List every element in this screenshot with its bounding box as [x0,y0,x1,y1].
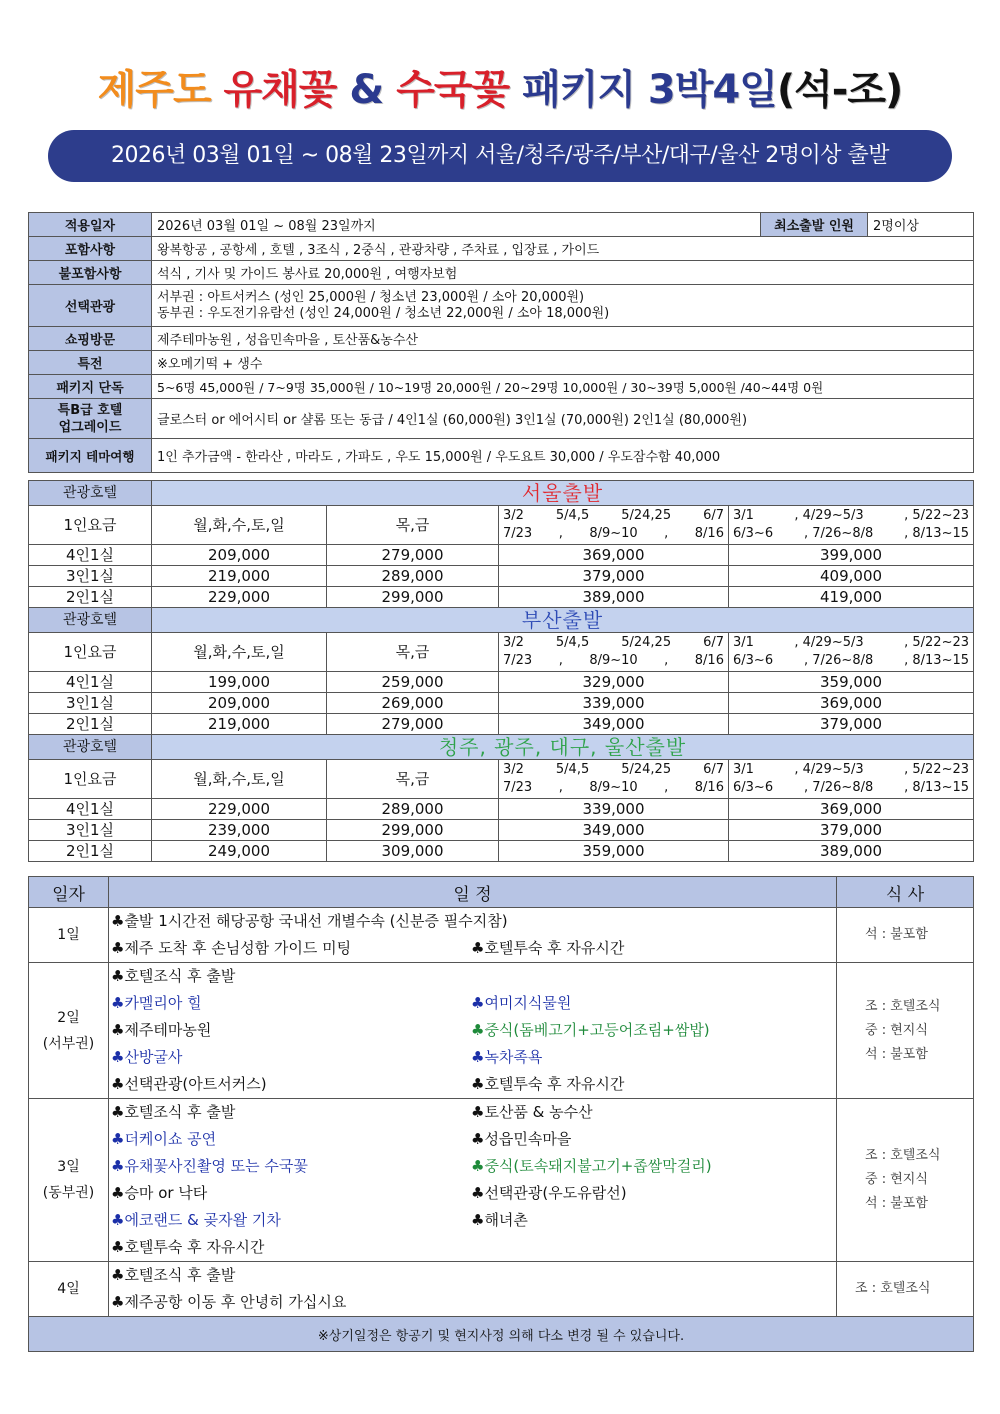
price-cell: 369,000 [499,545,729,566]
meal-line: 중 : 현지식 [865,1022,928,1038]
theme-label: 패키지 테마여행 [29,439,152,473]
per-person-label: 1인요금 [29,760,152,799]
date-banner: 2026년 03월 01일 ~ 08월 23일까지 서울/청주/광주/부산/대구/울산 2명이상 출발 [48,130,952,182]
apply-value: 2026년 03월 01일 ~ 08월 23일까지 [152,213,761,237]
price-cell: 359,000 [499,841,729,862]
peak2-date: , 7/26~8/8 [803,526,874,541]
price-cell: 199,000 [152,672,327,693]
price-row [29,693,974,714]
title-part-canola: 유채꽃 [223,67,350,113]
room-type: 2인1실 [29,841,152,862]
schedule-item: ♣호텔투숙 후 자유시간 [471,939,625,957]
include-label: 포함사항 [29,237,152,261]
price-cell: 389,000 [499,587,729,608]
schedule-header-row [29,877,974,908]
info-row-theme [29,439,974,473]
schedule-item: ♣제주 도착 후 손님성함 가이드 미팅 [111,939,352,957]
peak1-sep: , [664,653,669,668]
peak1-sep: , [558,653,563,668]
hotel-label: 관광호텔 [29,481,152,506]
peak1-date: 5/4,5 [555,635,590,650]
day-region: (동부권) [42,1185,95,1201]
title-part-hydrangea: 수국꽃 [396,67,523,113]
peak1-date: 8/9~10 [589,780,638,795]
weekday-label: 월,화,수,토,일 [152,760,327,799]
weekday-label: 월,화,수,토,일 [152,633,327,672]
upgrade-label [29,399,152,439]
meal-line: 석 : 불포함 [865,927,928,942]
price-cell: 379,000 [729,714,974,735]
weekday-label: 월,화,수,토,일 [152,506,327,545]
peak1-date: 3/2 [503,508,524,523]
room-type: 3인1실 [29,820,152,841]
city-busan: 부산출발 [152,608,974,633]
schedule-item: ♣호텔조식 후 출발 [111,1266,236,1284]
others-col-header-row [29,760,974,799]
peak1-date: 6/7 [703,508,724,523]
title-part-amp: & [349,67,397,113]
price-cell: 389,000 [729,841,974,862]
peak1-sep: , [664,780,669,795]
meal-line: 조 : 호텔조식 [855,1281,931,1296]
price-cell: 409,000 [729,566,974,587]
option-label: 선택관광 [29,285,152,327]
schedule-item: ♣선택관광(아트서커스) [111,1075,267,1093]
price-cell: 349,000 [499,820,729,841]
meal-info [837,963,974,1099]
schedule-item: ♣카멜리아 힐 [111,994,202,1012]
meal-info [837,908,974,963]
price-cell: 289,000 [327,566,499,587]
schedule-item: ♣중식(토속돼지불고기+좁쌀막걸리) [471,1157,712,1175]
price-cell: 209,000 [152,545,327,566]
peak1-date: 5/4,5 [555,762,590,777]
peak1-date: 3/2 [503,762,524,777]
upgrade-label-line2: 업그레이드 [58,419,122,435]
include-value: 왕복항공 , 공항세 , 호텔 , 3조식 , 2중식 , 관광차량 , 주차료 , 입장료 , 가이드 [152,237,974,261]
busan-header-row [29,608,974,633]
peak2-date: , 4/29~5/3 [794,762,864,777]
price-cell: 249,000 [152,841,327,862]
city-others: 청주, 광주, 대구, 울산출발 [152,735,974,760]
peak1-date: 5/4,5 [555,508,590,523]
peak2-date: 3/1 [733,762,754,777]
option-west: 서부권 : 아트서커스 (성인 25,000원 / 청소년 23,000원 / 소아 20,000원) [157,289,585,305]
peak1-sep: , [558,780,563,795]
schedule-item: ♣여미지식물원 [471,994,572,1012]
schedule-item: ♣더케이쇼 공연 [111,1130,217,1148]
peak2-date: , 5/22~23 [904,508,970,523]
meal-line: 석 : 불포함 [865,1046,928,1062]
info-row-option [29,285,974,327]
price-cell: 219,000 [152,566,327,587]
schedule-day-row [29,1262,974,1317]
schedule-item: ♣녹차족욕 [471,1048,543,1066]
price-row [29,841,974,862]
title-part-jeju: 제주도 [97,67,224,113]
day-region: (서부권) [42,1035,95,1052]
price-cell: 359,000 [729,672,974,693]
schedule-item: ♣유채꽃사진촬영 또는 수국꽃 [111,1157,308,1175]
peak2-date: , 8/13~15 [904,780,970,795]
peak2-date: , 4/29~5/3 [794,635,864,650]
upgrade-value: 글로스터 or 에어시티 or 샬롬 또는 동급 / 4인1실 (60,000원) 3인1실 (70,000원) 2인1실 (80,000원) [152,399,974,439]
schedule-item: ♣출발 1시간전 해당공항 국내선 개별수속 (신분증 필수지참) [111,912,508,930]
price-row [29,820,974,841]
schedule-item: ♣호텔조식 후 출발 [111,1103,236,1121]
schedule-item: ♣해녀촌 [471,1211,528,1229]
per-person-label: 1인요금 [29,506,152,545]
price-cell: 229,000 [152,799,327,820]
schedule-meal-header: 식 사 [837,877,974,908]
weekend-label: 목,금 [327,506,499,545]
peak2-date: , 7/26~8/8 [803,653,874,668]
schedule-day-row [29,908,974,963]
peak-period-2 [729,506,974,545]
peak1-date: 3/2 [503,635,524,650]
seoul-header-row [29,481,974,506]
peak2-date: 6/3~6 [733,526,774,541]
exclude-label: 불포함사항 [29,261,152,285]
schedule-day-row [29,1099,974,1262]
shop-value: 제주테마농원 , 성읍민속마을 , 토산품&농수산 [152,327,974,351]
schedule-notice: ※상기일정은 항공기 및 현지사정 의해 다소 변경 될 수 있습니다. [29,1317,974,1352]
price-cell: 259,000 [327,672,499,693]
min-people-label: 최소출발 인원 [761,213,868,237]
peak2-date: , 7/26~8/8 [803,780,874,795]
peak1-sep: , [664,526,669,541]
meal-line: 중 : 현지식 [865,1172,928,1187]
price-cell: 239,000 [152,820,327,841]
price-cell: 379,000 [729,820,974,841]
schedule-item: ♣호텔투숙 후 자유시간 [111,1238,265,1256]
meal-line: 석 : 불포함 [865,1196,928,1211]
schedule-item [469,963,836,990]
schedule-item: ♣제주테마농원 [111,1021,212,1039]
special-label: 특전 [29,351,152,375]
peak1-date: 5/24,25 [621,635,672,650]
price-row [29,799,974,820]
peak1-date: 8/16 [694,653,724,668]
group-value: 5~6명 45,000원 / 7~9명 35,000원 / 10~19명 20,000원 / 20~29명 10,000원 / 30~39명 5,000원 /40~44명 0원 [152,375,974,399]
price-cell: 379,000 [499,566,729,587]
peak-period-1 [499,506,729,545]
special-value: ※오메기떡 + 생수 [152,351,974,375]
schedule-item [469,1234,836,1261]
meal-info [837,1099,974,1262]
price-row [29,672,974,693]
price-cell: 219,000 [152,714,327,735]
info-row-upgrade [29,399,974,439]
day-number: 2일 [57,1009,80,1026]
peak2-date: , 8/13~15 [904,653,970,668]
schedule-item: ♣에코랜드 & 곶자왈 기차 [111,1211,281,1229]
info-row-include [29,237,974,261]
schedule-footer-row [29,1317,974,1352]
upgrade-label-line1: 특B급 호텔 [57,402,123,418]
peak2-date: , 5/22~23 [904,635,970,650]
peak1-date: 6/7 [703,762,724,777]
per-person-label: 1인요금 [29,633,152,672]
schedule-item: ♣호텔투숙 후 자유시간 [471,1075,625,1093]
min-people-value: 2명이상 [868,213,974,237]
info-table [28,212,974,473]
price-cell: 419,000 [729,587,974,608]
title-part-meals: (석-조) [776,67,903,113]
price-cell: 349,000 [499,714,729,735]
peak1-date: 8/9~10 [589,526,638,541]
room-type: 4인1실 [29,672,152,693]
option-value [152,285,974,327]
peak1-date: 6/7 [703,635,724,650]
price-cell: 369,000 [729,799,974,820]
price-cell: 269,000 [327,693,499,714]
peak-period-2 [729,760,974,799]
peak1-date: 7/23 [503,780,533,795]
info-row-apply [29,213,974,237]
price-cell: 229,000 [152,587,327,608]
price-cell: 339,000 [499,799,729,820]
apply-label: 적용일자 [29,213,152,237]
room-type: 4인1실 [29,545,152,566]
price-row [29,587,974,608]
peak2-date: , 5/22~23 [904,762,970,777]
page-title [0,58,1000,115]
price-table [28,480,974,862]
city-seoul: 서울출발 [152,481,974,506]
title-part-package: 패키지 3박4일 [522,67,777,113]
peak-period-2 [729,633,974,672]
peak1-date: 5/24,25 [621,508,672,523]
weekend-label: 목,금 [327,760,499,799]
peak2-date: 6/3~6 [733,780,774,795]
seoul-col-header-row [29,506,974,545]
peak-period-1 [499,633,729,672]
hotel-label: 관광호텔 [29,735,152,760]
peak1-date: 8/16 [694,526,724,541]
group-label: 패키지 단독 [29,375,152,399]
shop-label: 쇼핑방문 [29,327,152,351]
schedule-day-header: 일자 [29,877,109,908]
hotel-label: 관광호텔 [29,608,152,633]
schedule-item: ♣성읍민속마을 [471,1130,572,1148]
day-label [29,1099,109,1262]
day-items [109,1262,837,1317]
option-east: 동부권 : 우도전기유람선 (성인 24,000원 / 청소년 22,000원 / 소아 18,000원) [157,305,610,321]
day-items [109,1099,837,1262]
peak1-date: 7/23 [503,526,533,541]
info-row-exclude [29,261,974,285]
schedule-item: ♣승마 or 낙타 [111,1184,208,1202]
price-cell: 279,000 [327,545,499,566]
room-type: 3인1실 [29,566,152,587]
price-cell: 329,000 [499,672,729,693]
schedule-table [28,876,974,1352]
schedule-item: ♣선택관광(우도유람선) [471,1184,627,1202]
schedule-item: ♣제주공항 이동 후 안녕히 가십시요 [111,1293,347,1311]
day-label: 1일 [29,908,109,963]
peak-period-1 [499,760,729,799]
peak2-date: , 4/29~5/3 [794,508,864,523]
room-type: 3인1실 [29,693,152,714]
day-items [109,908,837,963]
price-row [29,566,974,587]
meal-line: 조 : 호텔조식 [865,998,941,1014]
meal-line: 조 : 호텔조식 [865,1148,941,1163]
price-cell: 279,000 [327,714,499,735]
room-type: 2인1실 [29,714,152,735]
price-cell: 399,000 [729,545,974,566]
price-cell: 369,000 [729,693,974,714]
peak2-date: , 8/13~15 [904,526,970,541]
day-label [29,963,109,1099]
price-row [29,714,974,735]
room-type: 2인1실 [29,587,152,608]
info-row-shop [29,327,974,351]
peak1-sep: , [558,526,563,541]
schedule-plan-header: 일 정 [109,877,837,908]
price-row [29,545,974,566]
schedule-item: ♣산방굴사 [111,1048,183,1066]
busan-col-header-row [29,633,974,672]
peak1-date: 7/23 [503,653,533,668]
day-label: 4일 [29,1262,109,1317]
peak1-date: 8/16 [694,780,724,795]
exclude-value: 석식 , 기사 및 가이드 봉사료 20,000원 , 여행자보험 [152,261,974,285]
price-cell: 289,000 [327,799,499,820]
info-row-group [29,375,974,399]
schedule-day-row [29,963,974,1099]
price-cell: 339,000 [499,693,729,714]
price-cell: 309,000 [327,841,499,862]
meal-info [837,1262,974,1317]
peak1-date: 8/9~10 [589,653,638,668]
peak1-date: 5/24,25 [621,762,672,777]
schedule-item: ♣호텔조식 후 출발 [111,967,236,985]
weekend-label: 목,금 [327,633,499,672]
day-items [109,963,837,1099]
price-cell: 209,000 [152,693,327,714]
peak2-date: 3/1 [733,635,754,650]
peak2-date: 3/1 [733,508,754,523]
peak2-date: 6/3~6 [733,653,774,668]
room-type: 4인1실 [29,799,152,820]
schedule-item: ♣중식(돔베고기+고등어조림+쌈밥) [471,1021,710,1039]
price-cell: 299,000 [327,587,499,608]
others-header-row [29,735,974,760]
info-row-special [29,351,974,375]
theme-value: 1인 추가금액 - 한라산 , 마라도 , 가파도 , 우도 15,000원 / 우도요트 30,000 / 우도잠수함 40,000 [152,439,974,473]
day-number: 3일 [57,1159,80,1175]
price-cell: 299,000 [327,820,499,841]
schedule-item: ♣토산품 & 농수산 [471,1103,593,1121]
